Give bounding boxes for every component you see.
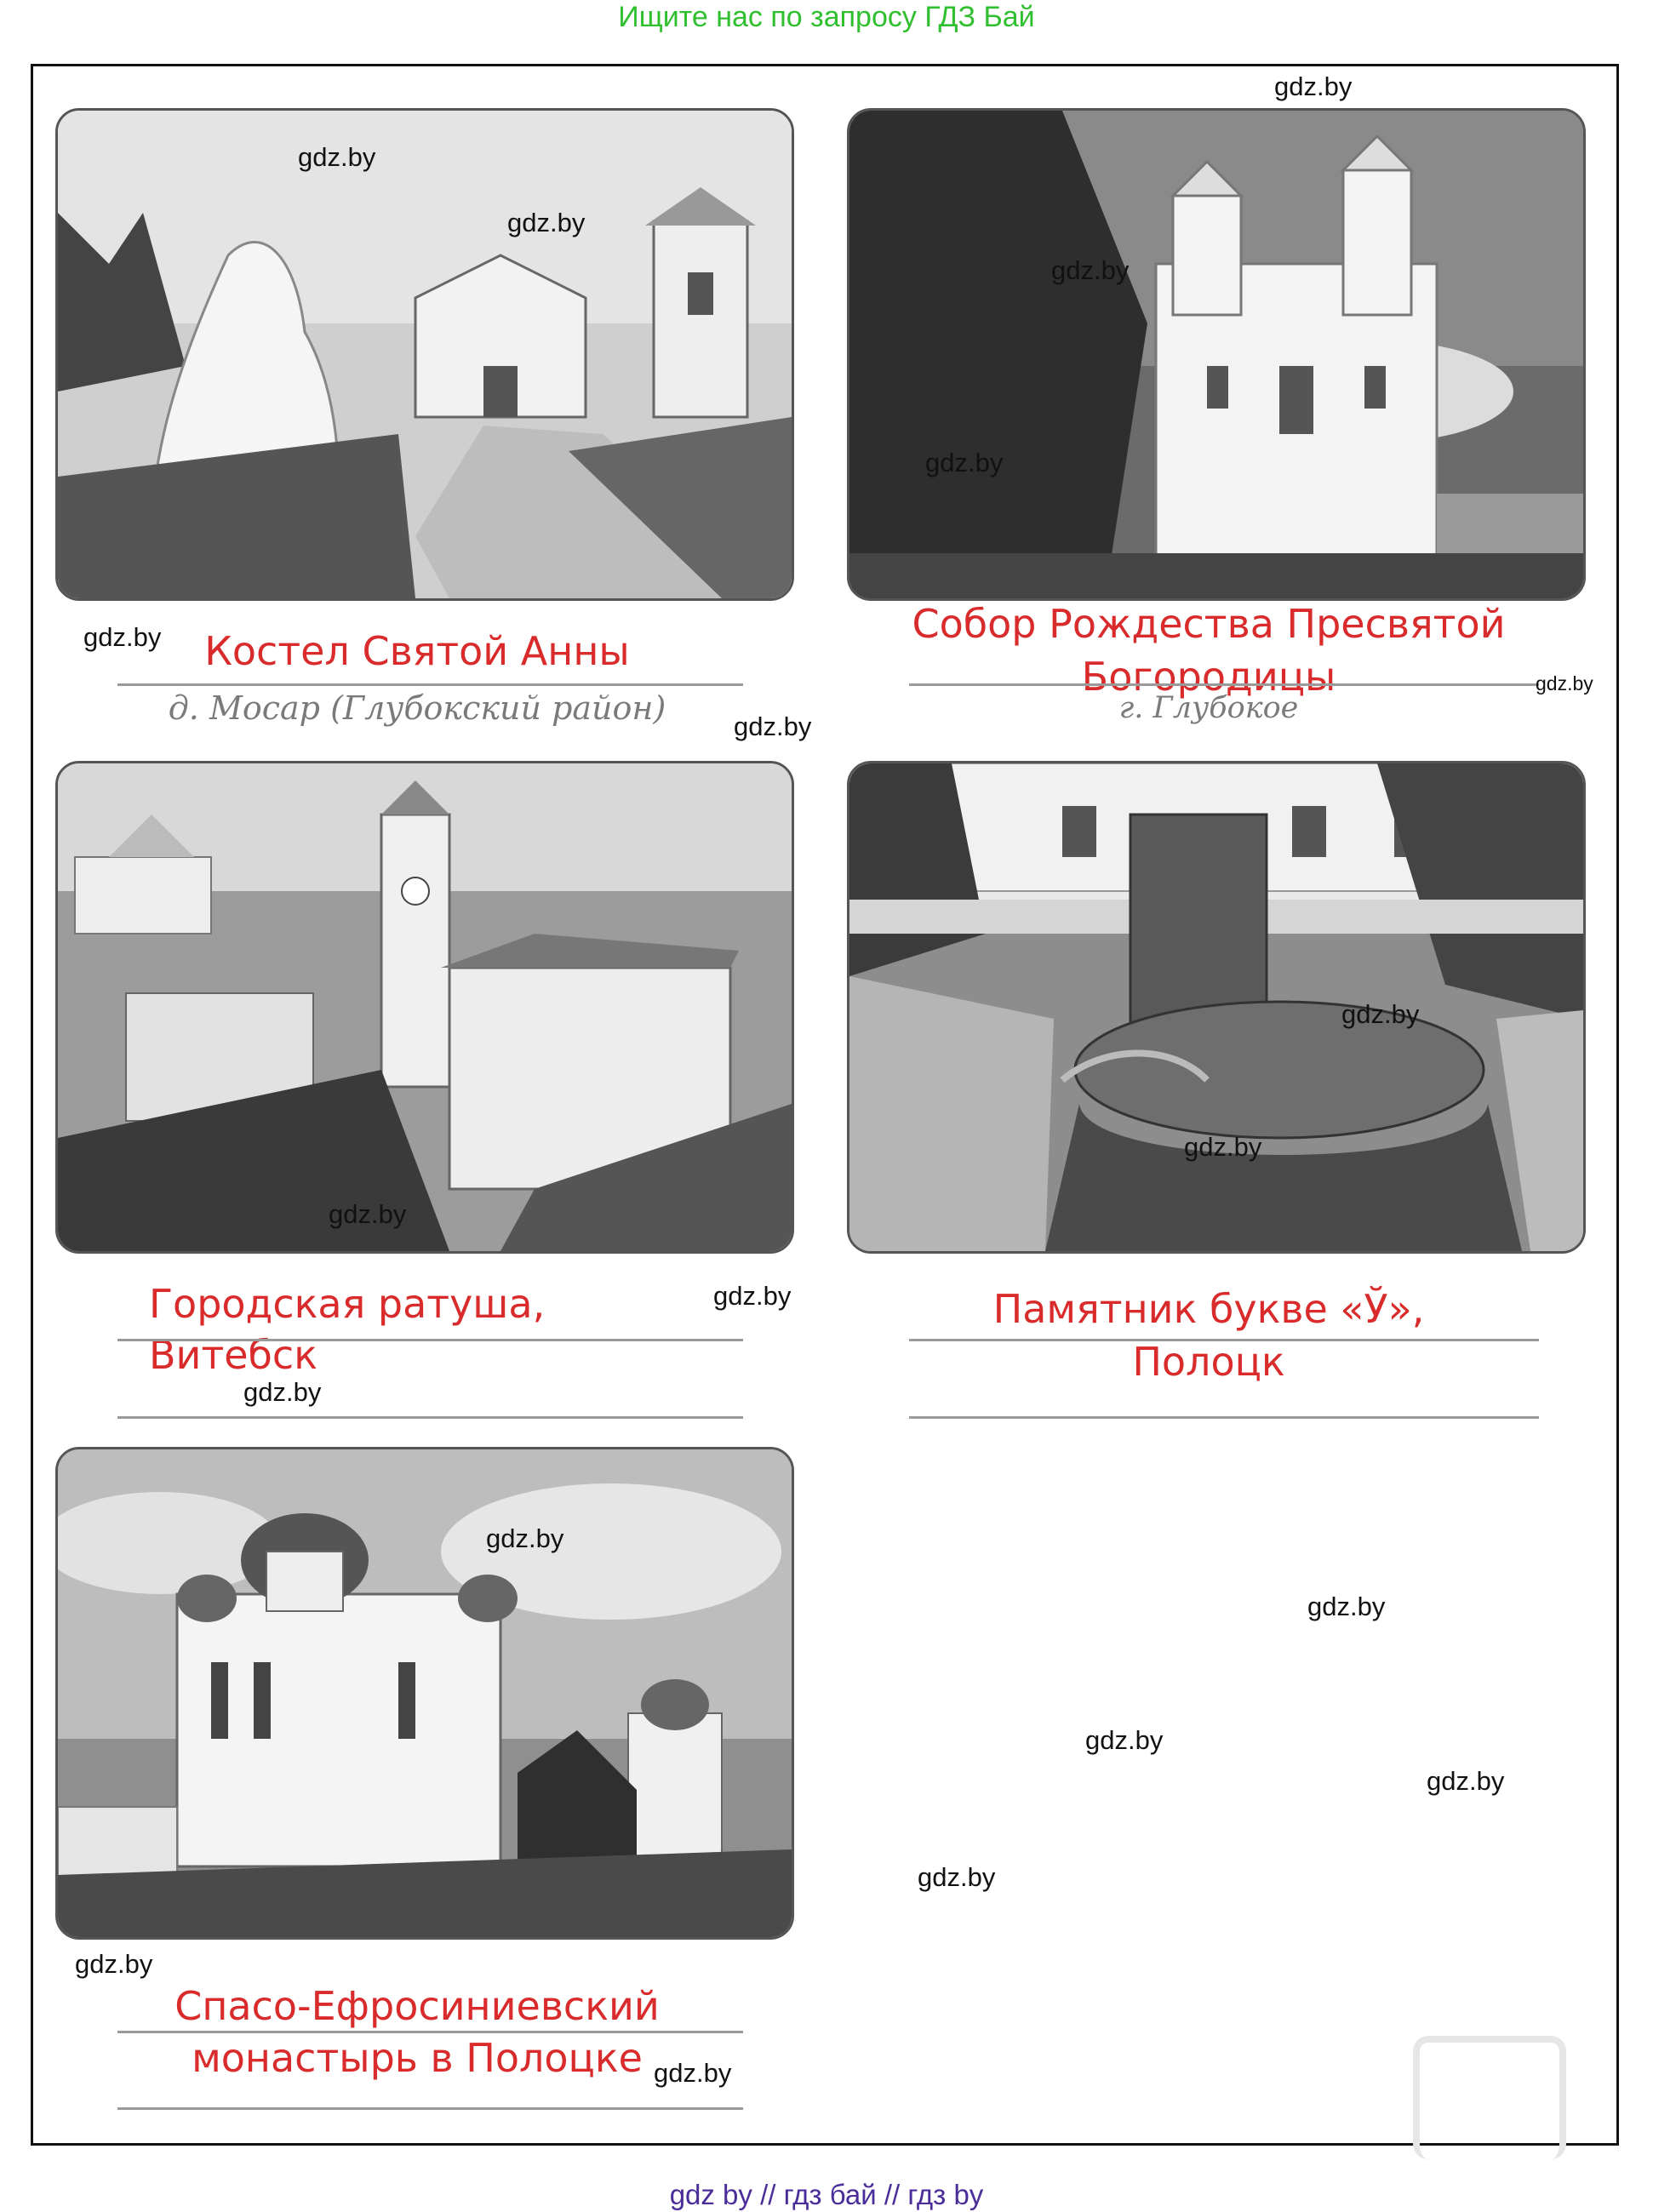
rule-3a (117, 1339, 743, 1341)
caption-pamyatnik-line2: Полоцк (1132, 1339, 1285, 1385)
footer-link-gdz-bai[interactable]: гдз бай (783, 2179, 877, 2210)
photo-kostel-anny (55, 108, 794, 601)
watermark: gdz.by (1307, 1592, 1386, 1621)
watermark: gdz.by (918, 1862, 996, 1892)
rule-5b (117, 2107, 743, 2110)
watermark: gdz.by (243, 1377, 322, 1407)
watermark: gdz.by (1274, 71, 1353, 101)
watermark: gdz.by (925, 448, 1004, 477)
caption-monastyr-line2: монастырь в Полоцке (192, 2035, 643, 2081)
watermark: gdz.by (1341, 999, 1420, 1029)
photo-monastyr-polotsk (55, 1447, 794, 1940)
watermark: gdz.by (507, 208, 586, 237)
watermark: gdz.by (1051, 255, 1130, 285)
rule-4b (909, 1416, 1539, 1419)
rule-2a (909, 683, 1539, 686)
corner-box (1413, 2036, 1566, 2159)
rule-3b (117, 1416, 743, 1419)
watermark: gdz.by (734, 712, 812, 741)
subcaption-mosar: д. Мосар (Глубокский район) (168, 689, 666, 727)
caption-pamyatnik-line1: Памятник букве «Ў», (992, 1286, 1425, 1332)
caption-sobor-line1: Собор Рождества Пресвятой (912, 601, 1506, 647)
subcaption-glubokoe: г. Глубокое (1118, 691, 1299, 725)
watermark: gdz.by (486, 1523, 564, 1553)
watermark: gdz.by (1085, 1725, 1164, 1755)
rule-1a (117, 683, 743, 686)
photo-pamyatnik-bukve (847, 761, 1586, 1254)
watermark: gdz.by (1184, 1132, 1262, 1162)
caption-sobor-line2: Богородицы (1081, 654, 1336, 700)
photo-sobor-glubokoe (847, 108, 1586, 601)
watermark: gdz.by (75, 1949, 153, 1979)
footer-separator: // (884, 2179, 901, 2210)
footer-separator: // (760, 2179, 776, 2210)
watermark: gdz.by (713, 1281, 792, 1311)
watermark: gdz.by (83, 622, 162, 652)
footer-link-gdz-by-cyr[interactable]: гдз by (907, 2179, 984, 2210)
photo-ratusha-vitebsk (55, 761, 794, 1254)
caption-ratusha: Городская ратуша, Витебск (149, 1281, 546, 1378)
top-banner: Ищите нас по запросу ГДЗ Бай (618, 1, 1035, 33)
watermark: gdz.by (654, 2058, 732, 2088)
footer-link-gdz-by[interactable]: gdz by (669, 2179, 752, 2210)
footer-links (0, 2179, 1653, 2211)
watermark: gdz.by (298, 142, 376, 172)
watermark: gdz.by (1427, 1766, 1505, 1796)
watermark: gdz.by (329, 1199, 407, 1229)
caption-kostel-anny: Костел Святой Анны (204, 628, 630, 674)
watermark: gdz.by (1536, 672, 1593, 694)
caption-monastyr-line1: Спасо-Ефросиниевский (174, 1983, 660, 2029)
